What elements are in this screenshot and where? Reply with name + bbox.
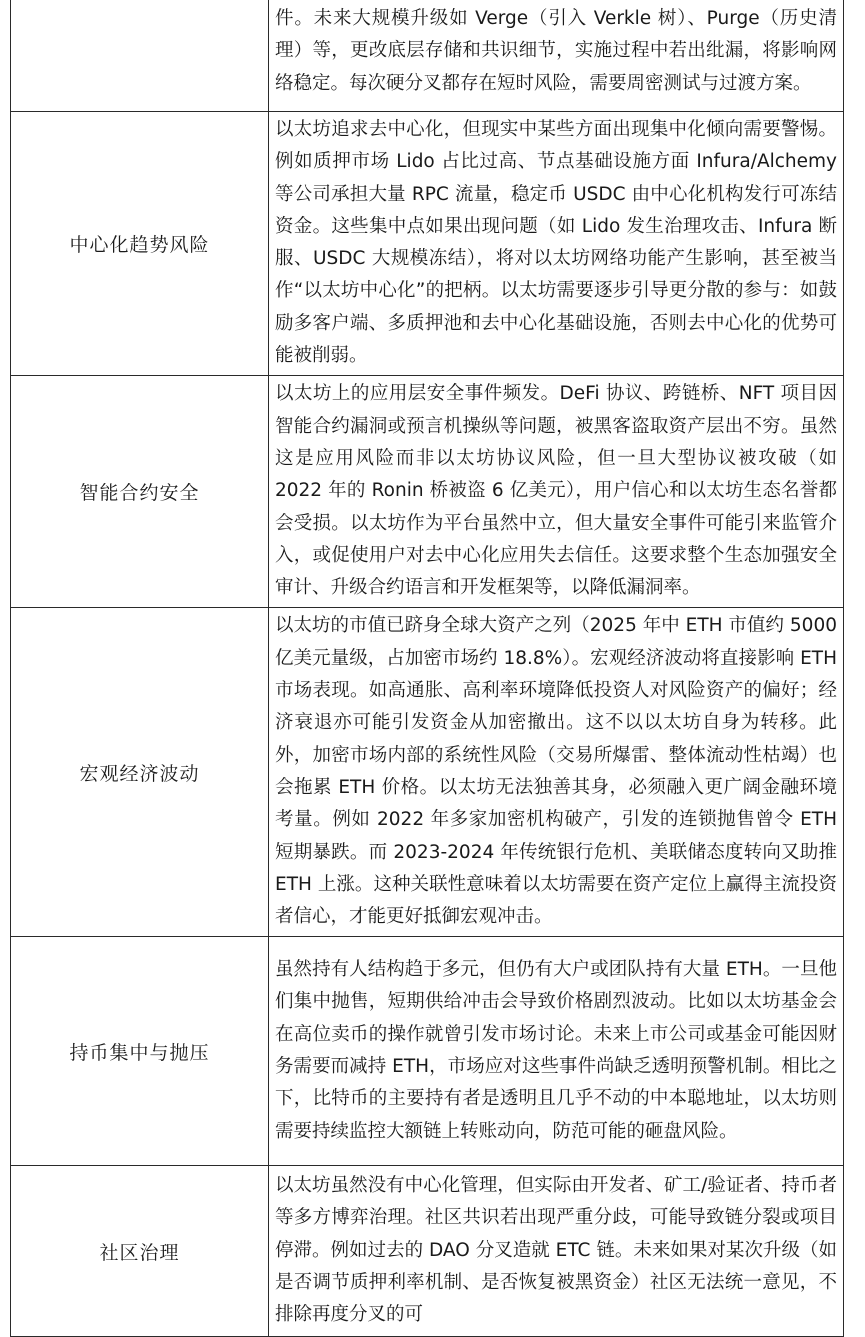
risk-description: 件。未来大规模升级如 Verge（引入 Verkle 树）、Purge（历史清理）等，更改底层存储和共识细节，实施过程中若出纰漏，将影响网络稳定。每次硬分叉都存在短时风险，需要周密测试与过渡方案。 (269, 0, 844, 112)
table-row (11, 112, 844, 376)
risk-description: 以太坊的市值已跻身全球大资产之列（2025 年中 ETH 市值约 5000 亿美元量级，占加密市场约 18.8%）。宏观经济波动将直接影响 ETH 市场表现。如高通胀、高利率环境降低投资人对风险资产的偏好；经济衰退亦可能引发资金从加密撤出。这不以以太坊自身为转移。此外，加密市场内部的系统性风险（交易所爆雷、整体流动性枯竭）也会拖累 ETH 价格。以太坊无法独善其身，必须融入更广阔金融环境考量。例如 2022 年多家加密机构破产，引发的连锁抛售曾令 ETH 短期暴跌。而 2023-2024 年传统银行危机、美联储态度转向又助推 ETH 上涨。这种关联性意味着以太坊需要在资产定位上赢得主流投资者信心，才能更好抵御宏观冲击。 (269, 608, 844, 937)
table-row (11, 376, 844, 608)
risk-description: 以太坊上的应用层安全事件频发。DeFi 协议、跨链桥、NFT 项目因智能合约漏洞或预言机操纵等问题，被黑客盗取资产层出不穷。虽然这是应用风险而非以太坊协议风险，但一旦大型协议被攻破（如 2022 年的 Ronin 桥被盗 6 亿美元），用户信心和以太坊生态名誉都会受损。以太坊作为平台虽然中立，但大量安全事件可能引来监管介入，或促使用户对去中心化应用失去信任。这要求整个生态加强安全审计、升级合约语言和开发框架等，以降低漏洞率。 (269, 376, 844, 608)
table-row (11, 937, 844, 1166)
risk-category-label: 社区治理 (11, 1166, 269, 1337)
table-row (11, 608, 844, 937)
risk-description: 以太坊追求去中心化，但现实中某些方面出现集中化倾向需要警惕。例如质押市场 Lido 占比过高、节点基础设施方面 Infura/Alchemy 等公司承担大量 RPC 流量，稳定币 USDC 由中心化机构发行可冻结资金。这些集中点如果出现问题（如 Lido 发生治理攻击、Infura 断服、USDC 大规模冻结），将对以太坊网络功能产生影响，甚至被当作“以太坊中心化”的把柄。以太坊需要逐步引导更分散的参与：如鼓励多客户端、多质押池和去中心化基础设施，否则去中心化的优势可能被削弱。 (269, 112, 844, 376)
table-row (11, 0, 844, 112)
risk-description: 虽然持有人结构趋于多元，但仍有大户或团队持有大量 ETH。一旦他们集中抛售，短期供给冲击会导致价格剧烈波动。比如以太坊基金会在高位卖币的操作就曾引发市场讨论。未来上市公司或基金可能因财务需要而减持 ETH，市场应对这些事件尚缺乏透明预警机制。相比之下，比特币的主要持有者是透明且几乎不动的中本聪地址，以太坊则需要持续监控大额链上转账动向，防范可能的砸盘风险。 (269, 937, 844, 1166)
risk-table (10, 0, 844, 1337)
table-row (11, 1166, 844, 1337)
risk-category-label: 智能合约安全 (11, 376, 269, 608)
risk-category-label: 持币集中与抛压 (11, 937, 269, 1166)
risk-category-label: 中心化趋势风险 (11, 112, 269, 376)
risk-description: 以太坊虽然没有中心化管理，但实际由开发者、矿工/验证者、持币者等多方博弈治理。社区共识若出现严重分歧，可能导致链分裂或项目停滞。例如过去的 DAO 分叉造就 ETC 链。未来如果对某次升级（如是否调节质押利率机制、是否恢复被黑资金）社区无法统一意见，不排除再度分叉的可 (269, 1166, 844, 1337)
risk-category-label (11, 0, 269, 112)
risk-category-label: 宏观经济波动 (11, 608, 269, 937)
